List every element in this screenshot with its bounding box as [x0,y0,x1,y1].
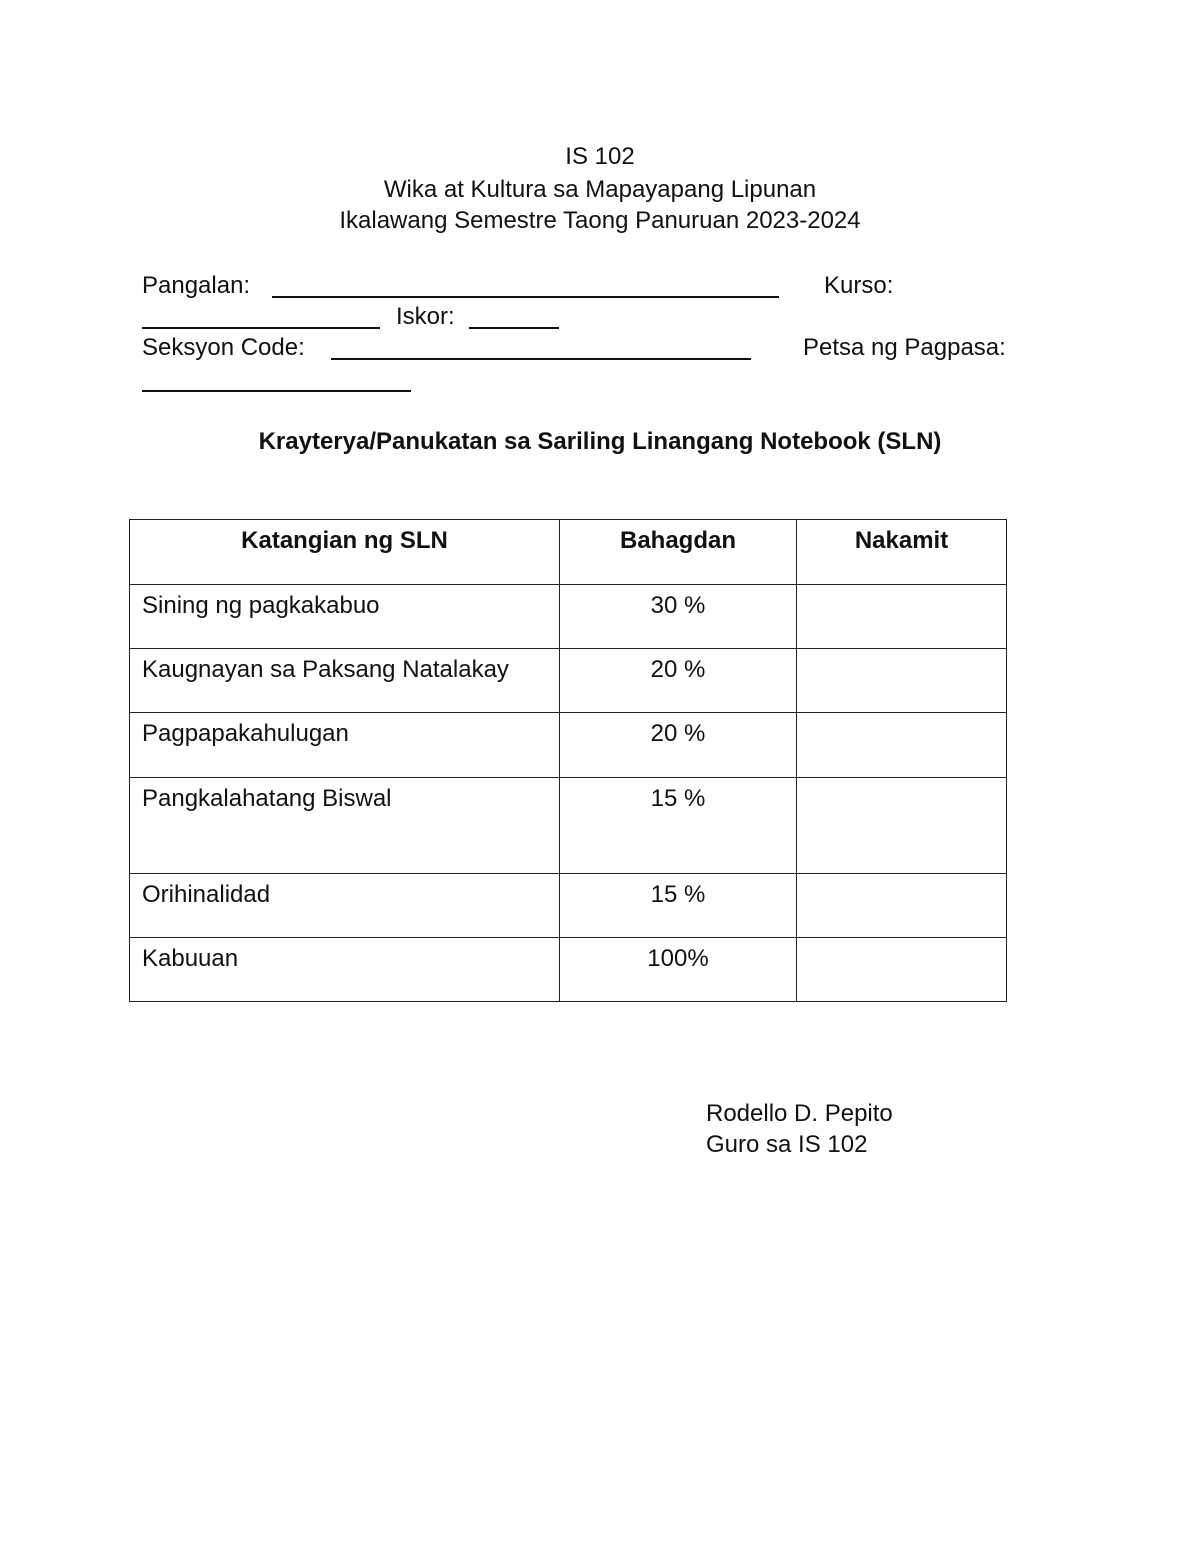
header-criterion: Katangian ng SLN [130,520,560,585]
term-line: Ikalawang Semestre Taong Panuruan 2023-2024 [339,207,861,234]
date-field[interactable] [142,390,411,392]
percent-cell: 30 % [560,585,797,649]
percent-cell: 15 % [560,874,797,938]
date-label: Petsa ng Pagpasa: [803,334,1006,361]
achieved-cell[interactable] [797,874,1007,938]
criterion-cell: Orihinalidad [130,874,560,938]
percent-cell: 15 % [560,778,797,874]
criterion-cell: Sining ng pagkakabuo [130,585,560,649]
score-field[interactable] [469,327,559,329]
signature-role: Guro sa IS 102 [706,1131,868,1158]
rubric-title: Krayterya/Panukatan sa Sariling Linangang Notebook (SLN) [258,428,942,455]
criterion-cell: Kaugnayan sa Paksang Natalakay [130,649,560,713]
table-row [130,778,1007,874]
criterion-cell: Kabuuan [130,938,560,1002]
course-title: Wika at Kultura sa Mapayapang Lipunan [383,176,817,203]
table-row [130,938,1007,1002]
section-label: Seksyon Code: [142,334,305,361]
criterion-cell: Pangkalahatang Biswal [130,778,560,874]
course-label: Kurso: [824,272,894,299]
table-row [130,713,1007,778]
percent-cell: 100% [560,938,797,1002]
course-code: IS 102 [565,143,635,170]
criterion-cell: Pagpapakahulugan [130,713,560,778]
percent-cell: 20 % [560,713,797,778]
course-field[interactable] [142,327,380,329]
header-achieved: Nakamit [797,520,1007,585]
table-row [130,874,1007,938]
achieved-cell[interactable] [797,585,1007,649]
percent-cell: 20 % [560,649,797,713]
table-row [130,585,1007,649]
section-field[interactable] [331,358,751,360]
signature-name: Rodello D. Pepito [706,1100,893,1127]
table-header-row [130,520,1007,585]
score-label: Iskor: [396,303,455,330]
achieved-cell[interactable] [797,778,1007,874]
achieved-cell[interactable] [797,938,1007,1002]
table-row [130,649,1007,713]
achieved-cell[interactable] [797,649,1007,713]
achieved-cell[interactable] [797,713,1007,778]
rubric-table [129,519,1007,1002]
name-field[interactable] [272,296,779,298]
name-label: Pangalan: [142,272,251,299]
header-percent: Bahagdan [560,520,797,585]
